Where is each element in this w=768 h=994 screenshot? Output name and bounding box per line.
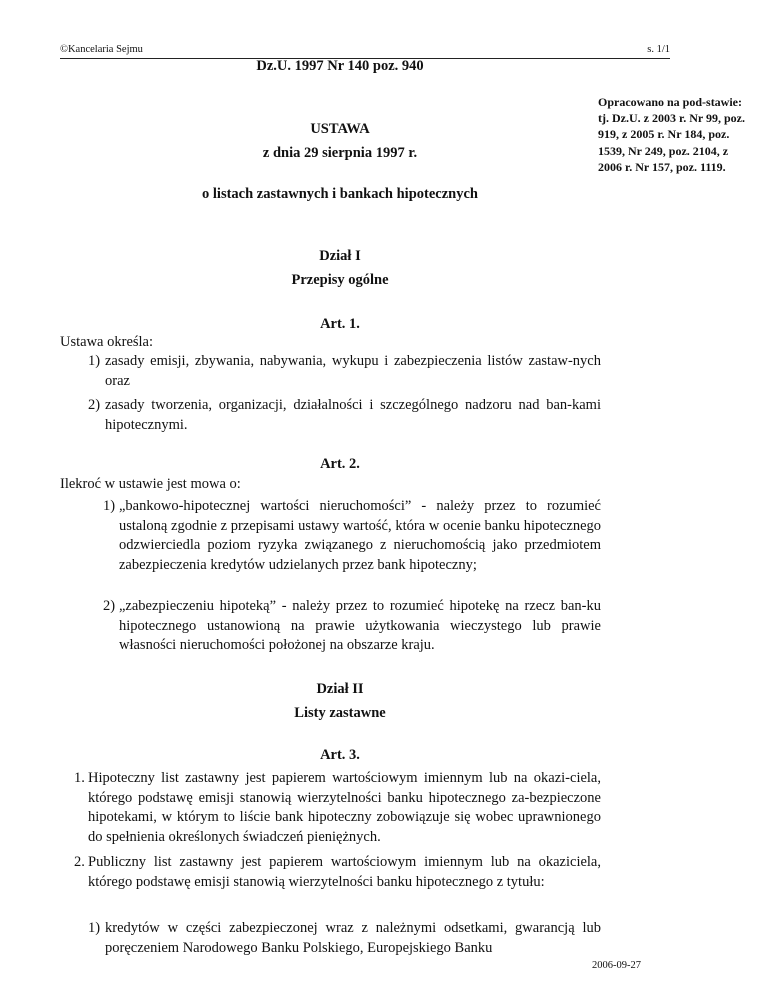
- art-1-item-2: [88, 396, 601, 435]
- art-3-paragraph-1: [74, 769, 601, 847]
- art-3-subitem-1: [88, 919, 601, 958]
- act-date: z dnia 29 sierpnia 1997 r.: [262, 145, 418, 161]
- art-2-item-1: [103, 497, 601, 575]
- art-2-heading: Art. 2.: [320, 456, 360, 472]
- act-type: USTAWA: [310, 121, 370, 137]
- consolidation-note: Opracowano na pod-stawie: tj. Dz.U. z 2003 r. Nr 99, poz. 919, z 2005 r. Nr 184, poz. 1539, Nr 249, poz. 2104, z 2006 r. Nr 157, poz. 1119.: [598, 95, 745, 174]
- art-2-intro: Ilekroć w ustawie jest mowa o:: [60, 476, 241, 492]
- list-text: zasady tworzenia, organizacji, działalności i szczególnego nadzoru nad ban-kami hipotecznymi.: [105, 397, 601, 433]
- list-text: „bankowo-hipotecznej wartości nieruchomości” - należy przez to rozumieć ustaloną zgodnie z przepisami ustawy wartość, która w ocenie banku hipotecznego odzwierciedla poziom ryzyka związanego z nieruchomością jako przedmiotem zabezpieczenia kredytów udzielanych przez bank hipoteczny;: [119, 498, 601, 573]
- paragraph-marker: 2.: [74, 854, 85, 870]
- act-title: o listach zastawnych i bankach hipotecznych: [202, 186, 478, 202]
- header-page-number: s. 1/1: [647, 44, 670, 55]
- running-header: [60, 44, 670, 59]
- list-marker: 1): [103, 498, 116, 514]
- art-3-paragraph-2: [74, 853, 601, 892]
- paragraph-marker: 1.: [74, 770, 85, 786]
- footer-date: 2006-09-27: [592, 960, 641, 971]
- art-1-heading: Art. 1.: [320, 316, 360, 332]
- list-text: „zabezpieczeniu hipoteką” - należy przez to rozumieć hipotekę na rzecz ban-ku hipotecznego ustanowioną na prawie użytkowania wieczystego lub prawie własności nieruchomości położonej na obszarze kraju.: [119, 598, 601, 653]
- list-marker: 2): [88, 397, 101, 413]
- division-2-label: Dział II: [316, 681, 364, 697]
- list-marker: 1): [88, 920, 101, 936]
- art-1-item-1: [88, 352, 601, 391]
- list-marker: 1): [88, 353, 101, 369]
- art-1-intro: Ustawa określa:: [60, 334, 154, 350]
- header-publisher: ©Kancelaria Sejmu: [60, 44, 143, 55]
- list-text: kredytów w części zabezpieczonej wraz z należnymi odsetkami, gwarancją lub poręczeniem Narodowego Banku Polskiego, Europejskiego Banku: [105, 920, 601, 956]
- list-marker: 2): [103, 598, 116, 614]
- paragraph-text: Publiczny list zastawny jest papierem wartościowym imiennym lub na okaziciela, którego podstawę emisji stanowią wierzytelności banku hipotecznego z tytułu:: [88, 854, 601, 890]
- art-3-heading: Art. 3.: [320, 747, 360, 763]
- paragraph-text: Hipoteczny list zastawny jest papierem wartościowym imiennym lub na okazi-ciela, którego podstawę emisji stanowią wierzytelności banku hipotecznego za-bezpieczone hipotekami, w którym to liście bank hipoteczny zobowiązuje się wobec uprawnionego do spełnienia określonych świadczeń pieniężnych.: [88, 770, 601, 845]
- division-2-title: Listy zastawne: [294, 705, 386, 721]
- division-1-title: Przepisy ogólne: [291, 272, 389, 288]
- journal-reference: Dz.U. 1997 Nr 140 poz. 940: [256, 58, 424, 74]
- art-2-item-2: [103, 597, 601, 656]
- list-text: zasady emisji, zbywania, nabywania, wykupu i zabezpieczenia listów zastaw-nych oraz: [105, 353, 601, 389]
- division-1-label: Dział I: [319, 248, 361, 264]
